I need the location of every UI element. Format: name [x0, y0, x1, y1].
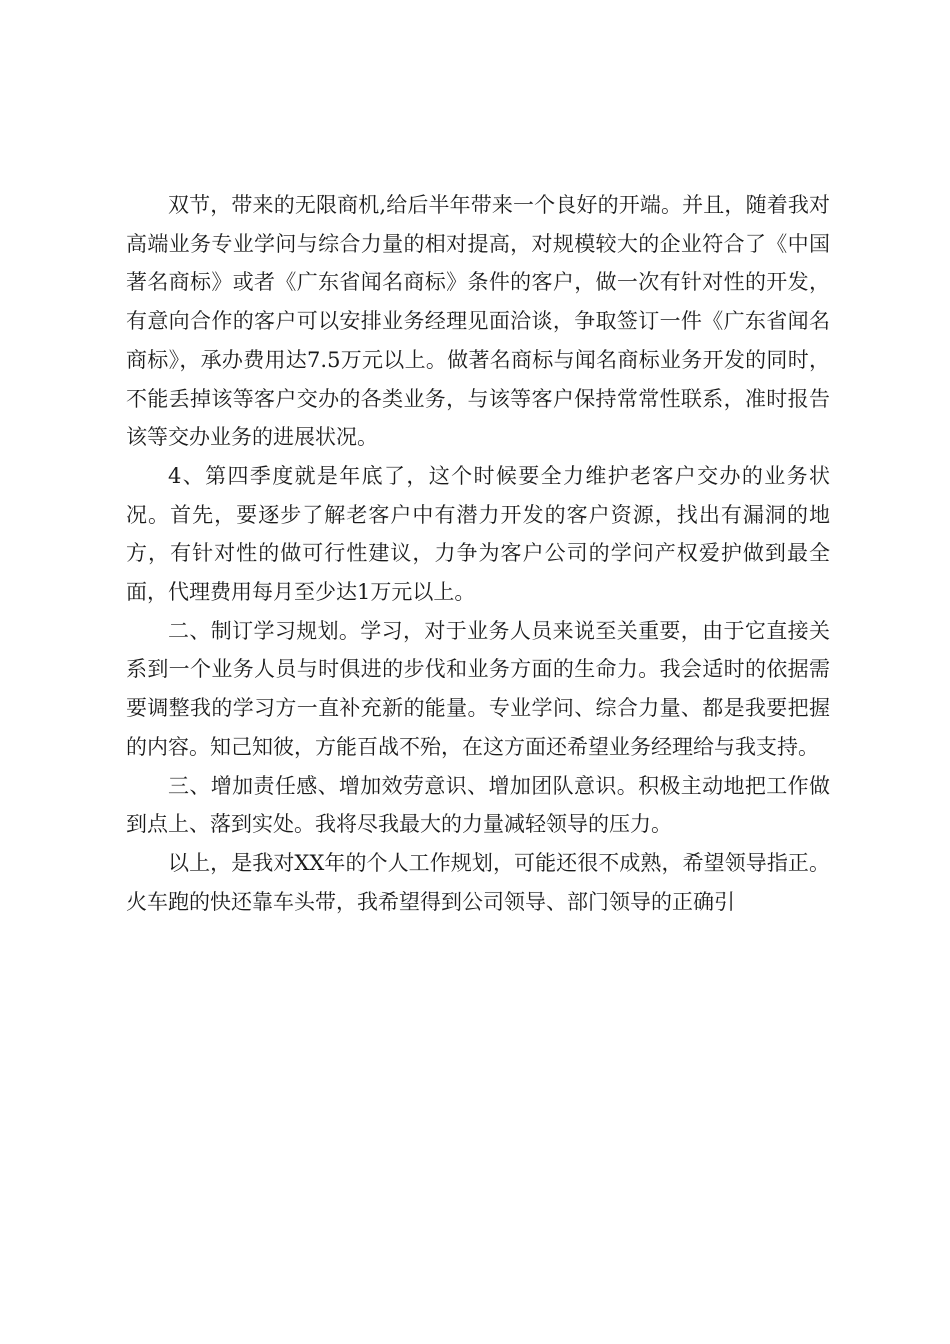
- paragraph-5: 以上，是我对XX年的个人工作规划，可能还很不成熟，希望领导指正。火车跑的快还靠车头带，我希望得到公司领导、部门领导的正确引: [126, 850, 830, 914]
- paragraph-3: 二、制订学习规划。学习，对于业务人员来说至关重要，由于它直接关系到一个业务人员与时俱进的步伐和业务方面的生命力。我会适时的依据需要调整我的学习方一直补充新的能量。专业学问、综合力量、都是我要把握的内容。知己知彼，方能百战不殆，在这方面还希望业务经理给与我支持。: [126, 618, 830, 759]
- paragraph-2: 4、第四季度就是年底了，这个时候要全力维护老客户交办的业务状况。首先，要逐步了解老客户中有潜力开发的客户资源，找出有漏洞的地方，有针对性的做可行性建议，力争为客户公司的学问产权爱护做到最全面，代理费用每月至少达1万元以上。: [126, 463, 830, 605]
- paragraph-1: 双节，带来的无限商机,给后半年带来一个良好的开端。并且，随着我对高端业务专业学问与综合力量的相对提高，对规模较大的企业符合了《中国著名商标》或者《广东省闻名商标》条件的客户，做一次有针对性的开发，有意向合作的客户可以安排业务经理见面洽谈，争取签订一件《广东省闻名商标》，承办费用达7.5万元以上。做著名商标与闻名商标业务开发的同时，不能丢掉该等客户交办的各类业务，与该等客户保持常常性联系，准时报告该等交办业务的进展状况。: [126, 193, 830, 450]
- document-body: [126, 186, 830, 921]
- paragraph-4: 三、增加责任感、增加效劳意识、增加团队意识。积极主动地把工作做到点上、落到实处。我将尽我最大的力量减轻领导的压力。: [126, 773, 830, 837]
